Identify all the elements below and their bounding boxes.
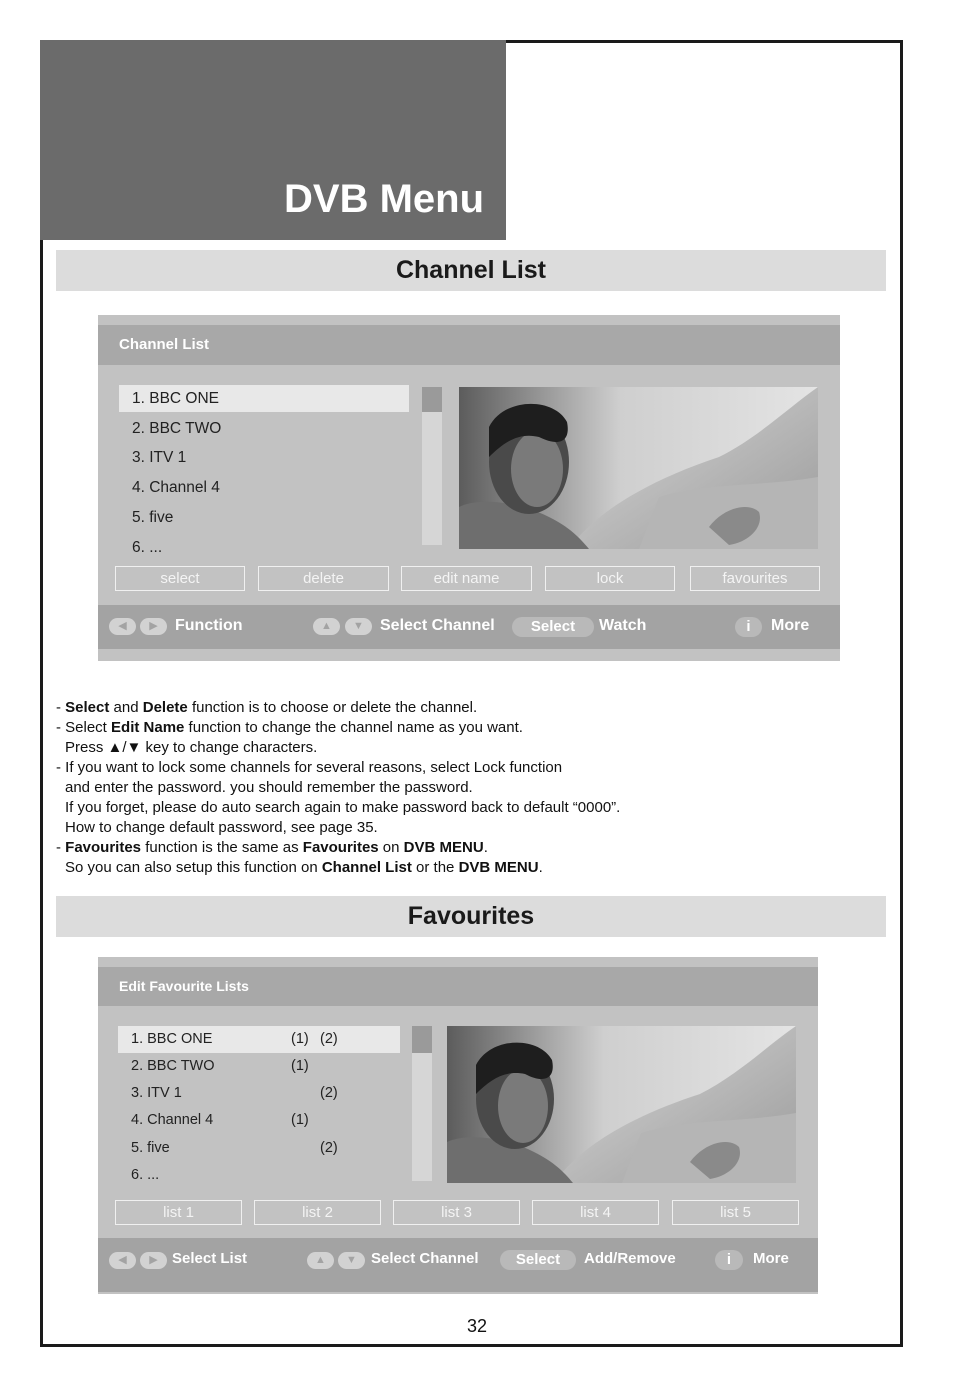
list2-marker: (2) xyxy=(320,1140,338,1156)
left-arrow-key-icon: ◀ xyxy=(109,1252,136,1269)
note-line: - Select and Delete function is to choose or delete the channel. xyxy=(56,699,478,716)
list-item[interactable] xyxy=(118,1026,400,1053)
channel-list xyxy=(119,385,409,565)
channel-list-heading: Channel List xyxy=(56,250,886,291)
panel-title: Channel List xyxy=(98,325,840,365)
list-4-button[interactable]: list 4 xyxy=(532,1200,659,1225)
preview-image xyxy=(459,387,818,549)
note-line: So you can also setup this function on Channel List or the DVB MENU. xyxy=(65,859,543,876)
list1-marker: (1) xyxy=(291,1112,309,1128)
list-item[interactable]: 3. ITV 1 xyxy=(132,449,187,466)
more-hint: More xyxy=(753,1250,789,1267)
list1-marker: (1) xyxy=(291,1031,309,1047)
list-item[interactable]: 4. Channel 4 xyxy=(132,479,220,496)
channel-name: 2. BBC TWO xyxy=(131,1058,215,1074)
note-line: and enter the password. you should remember the password. xyxy=(65,779,473,796)
list-item[interactable]: 6. ... xyxy=(132,539,163,556)
watch-hint: Watch xyxy=(599,617,647,634)
channel-name: 4. Channel 4 xyxy=(131,1112,214,1128)
scrollbar-thumb[interactable] xyxy=(422,387,442,412)
favourites-panel xyxy=(98,957,818,1294)
list-item[interactable] xyxy=(118,1080,400,1107)
channel-name: 3. ITV 1 xyxy=(131,1085,182,1101)
down-arrow-key-icon: ▼ xyxy=(345,618,372,635)
page-number: 32 xyxy=(466,1316,488,1336)
panel-title: Edit Favourite Lists xyxy=(98,967,818,1006)
list-item[interactable]: 1. BBC ONE xyxy=(119,385,409,412)
channel-name: 6. ... xyxy=(131,1167,160,1183)
list-5-button[interactable]: list 5 xyxy=(672,1200,799,1225)
favourites-heading: Favourites xyxy=(56,896,886,937)
list-item[interactable] xyxy=(118,1107,400,1134)
select-key-icon: Select xyxy=(512,617,594,637)
key-hint-bar xyxy=(98,605,840,649)
note-line: Press ▲/▼ key to change characters. xyxy=(65,739,318,756)
select-channel-hint: Select Channel xyxy=(371,1250,479,1267)
note-line: How to change default password, see page 35. xyxy=(65,819,378,836)
list-2-button[interactable]: list 2 xyxy=(254,1200,381,1225)
add-remove-hint: Add/Remove xyxy=(584,1250,676,1267)
list2-marker: (2) xyxy=(320,1031,338,1047)
page-title: DVB Menu xyxy=(284,177,484,221)
list-3-button[interactable]: list 3 xyxy=(393,1200,520,1225)
note-line: - Select Edit Name function to change the channel name as you want. xyxy=(56,719,523,736)
left-arrow-key-icon: ◀ xyxy=(109,618,136,635)
list-item[interactable] xyxy=(118,1053,400,1080)
list1-marker: (1) xyxy=(291,1058,309,1074)
preview-image xyxy=(447,1026,796,1183)
note-line: If you forget, please do auto search again to make password back to default “0000”. xyxy=(65,799,621,816)
function-hint: Function xyxy=(175,617,243,634)
note-line: - If you want to lock some channels for several reasons, select Lock function xyxy=(56,759,563,776)
info-key-icon: i xyxy=(735,617,762,637)
list2-marker: (2) xyxy=(320,1085,338,1101)
right-arrow-key-icon: ▶ xyxy=(140,618,167,635)
edit-name-button[interactable]: edit name xyxy=(401,566,532,591)
more-hint: More xyxy=(771,617,810,634)
select-channel-hint: Select Channel xyxy=(380,617,495,634)
channel-name: 5. five xyxy=(131,1140,170,1156)
favourite-channel-list xyxy=(118,1026,400,1194)
select-key-icon: Select xyxy=(500,1250,576,1270)
list-item[interactable] xyxy=(118,1135,400,1162)
up-arrow-key-icon: ▲ xyxy=(307,1252,334,1269)
info-key-icon: i xyxy=(715,1250,743,1270)
instructions-text xyxy=(56,698,856,878)
list-item[interactable] xyxy=(118,1162,400,1189)
list-item[interactable]: 5. five xyxy=(132,509,174,526)
scrollbar[interactable] xyxy=(412,1026,432,1181)
lock-button[interactable]: lock xyxy=(545,566,675,591)
channel-name: 1. BBC ONE xyxy=(131,1031,213,1047)
right-arrow-key-icon: ▶ xyxy=(140,1252,167,1269)
key-hint-bar xyxy=(98,1238,818,1292)
note-line: - Favourites function is the same as Favourites on DVB MENU. xyxy=(56,839,488,856)
delete-button[interactable]: delete xyxy=(258,566,389,591)
scrollbar-thumb[interactable] xyxy=(412,1026,432,1053)
select-list-hint: Select List xyxy=(172,1250,248,1267)
select-button[interactable]: select xyxy=(115,566,245,591)
up-arrow-key-icon: ▲ xyxy=(313,618,340,635)
favourites-button[interactable]: favourites xyxy=(690,566,820,591)
list-1-button[interactable]: list 1 xyxy=(115,1200,242,1225)
channel-list-panel xyxy=(98,315,840,661)
down-arrow-key-icon: ▼ xyxy=(338,1252,365,1269)
list-item[interactable]: 2. BBC TWO xyxy=(132,420,222,437)
scrollbar[interactable] xyxy=(422,387,442,545)
title-block xyxy=(40,40,506,240)
